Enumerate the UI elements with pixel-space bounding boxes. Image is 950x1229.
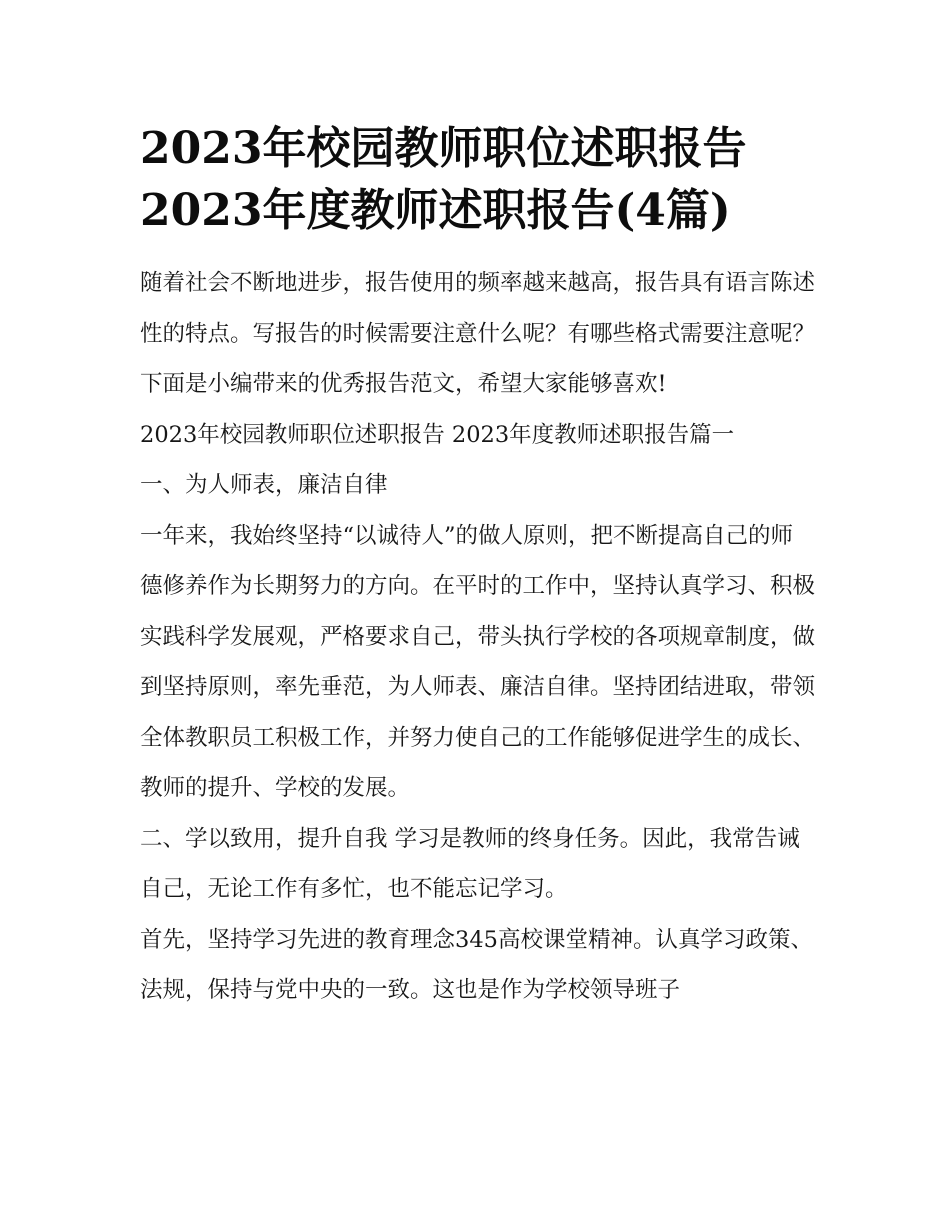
subheading-one: 一、为人师表，廉洁自律 — [140, 472, 388, 498]
intro-paragraph: 随着社会不断地进步，报告使用的频率越来越高，报告具有语言陈述性的特点。写报告的时候需要注意什么呢？有哪些格式需要注意呢？下面是小编带来的优秀报告范文，希望大家能够喜欢! — [140, 270, 816, 397]
title-line-2: 2023年度教师述职报告(4篇) — [140, 185, 731, 236]
subheading-two-paragraph: 二、学以致用，提升自我 学习是教师的终身任务。因此，我常告诫自己，无论工作有多忙，也不能忘记学习。 — [140, 825, 800, 902]
section-heading: 2023年校园教师职位述职报告 2023年度教师述职报告篇一 — [140, 421, 735, 448]
body-paragraph-2: 首先，坚持学习先进的教育理念345高校课堂精神。认真学习政策、法规，保持与党中央的一致。这也是作为学校领导班子 — [140, 926, 813, 1003]
document-title — [140, 118, 815, 242]
body-paragraph-1: 一年来，我始终坚持“以诚待人”的做人原则，把不断提高自己的师德修养作为长期努力的方向。在平时的工作中，坚持认真学习、积极实践科学发展观，严格要求自己，带头执行学校的各项规章制度，做到坚持原则，率先垂范，为人师表、廉洁自律。坚持团结进取，带领全体教职员工积极工作，并努力使自己的工作能够促进学生的成长、教师的提升、学校的发展。 — [140, 522, 816, 801]
document-body — [140, 258, 815, 1016]
document-content — [140, 118, 815, 1016]
title-line-1: 2023年校园教师职位述职报告 — [140, 123, 747, 174]
